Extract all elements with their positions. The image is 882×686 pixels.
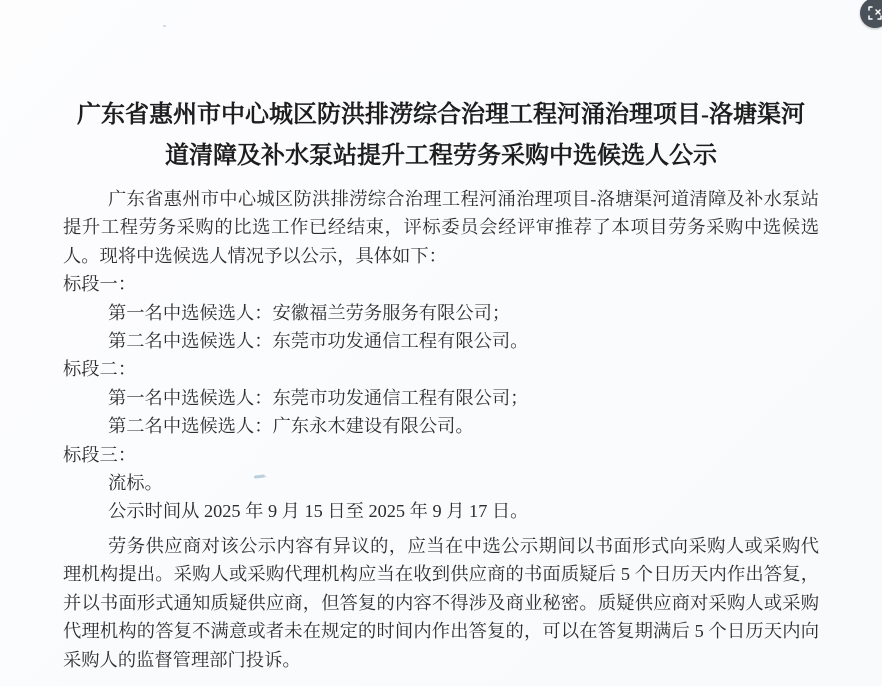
- lot1-candidate-1: 第一名中选候选人：安徽福兰劳务服务有限公司；: [108, 302, 511, 323]
- lot3-result: 流标。: [108, 473, 163, 494]
- crop-frame-icon: [867, 5, 882, 21]
- expand-button[interactable]: [860, 0, 882, 28]
- paragraph-intro: 广东省惠州市中心城区防洪排涝综合治理工程河涌治理项目-洛塘渠河道清障及补水泵站提升工程劳务采购的比选工作已经结束，评标委员会经评审推荐了本项目劳务采购中选候选人。现将中选候选人情况予以公示，具体如下：: [63, 189, 819, 266]
- document-title: [63, 95, 819, 177]
- document-title-line-2: 道清障及补水泵站提升工程劳务采购中选候选人公示: [165, 143, 717, 169]
- section-label-lot-2: 标段二：: [63, 359, 137, 380]
- section-label-lot-1: 标段一：: [63, 274, 137, 295]
- document-content: [63, 0, 819, 674]
- document-title-line-1: 广东省惠州市中心城区防洪排涝综合治理工程河涌治理项目-洛塘渠河: [77, 102, 805, 128]
- lot2-candidate-1: 第一名中选候选人：东莞市功发通信工程有限公司；: [108, 387, 529, 408]
- lot1-candidate-2: 第二名中选候选人：东莞市功发通信工程有限公司。: [108, 331, 529, 352]
- section-label-lot-3: 标段三：: [63, 444, 137, 465]
- publicity-period: 公示时间从 2025 年 9 月 15 日至 2025 年 9 月 17 日。: [108, 501, 529, 522]
- lot2-candidate-2: 第二名中选候选人：广东永木建设有限公司。: [108, 416, 474, 437]
- paragraph-objection: 劳务供应商对该公示内容有异议的，应当在中选公示期间以书面形式向采购人或采购代理机构提出。采购人或采购代理机构应当在收到供应商的书面质疑后 5 个日历天内作出答复，并以书面形式通知质疑供应商，但答复的内容不得涉及商业秘密。质疑供应商对采购人或采购代理机构的答复不满意或者未在规定的时间内作出答复的，可以在答复期满后 5 个日历天内向采购人的监督管理部门投诉。: [63, 535, 819, 670]
